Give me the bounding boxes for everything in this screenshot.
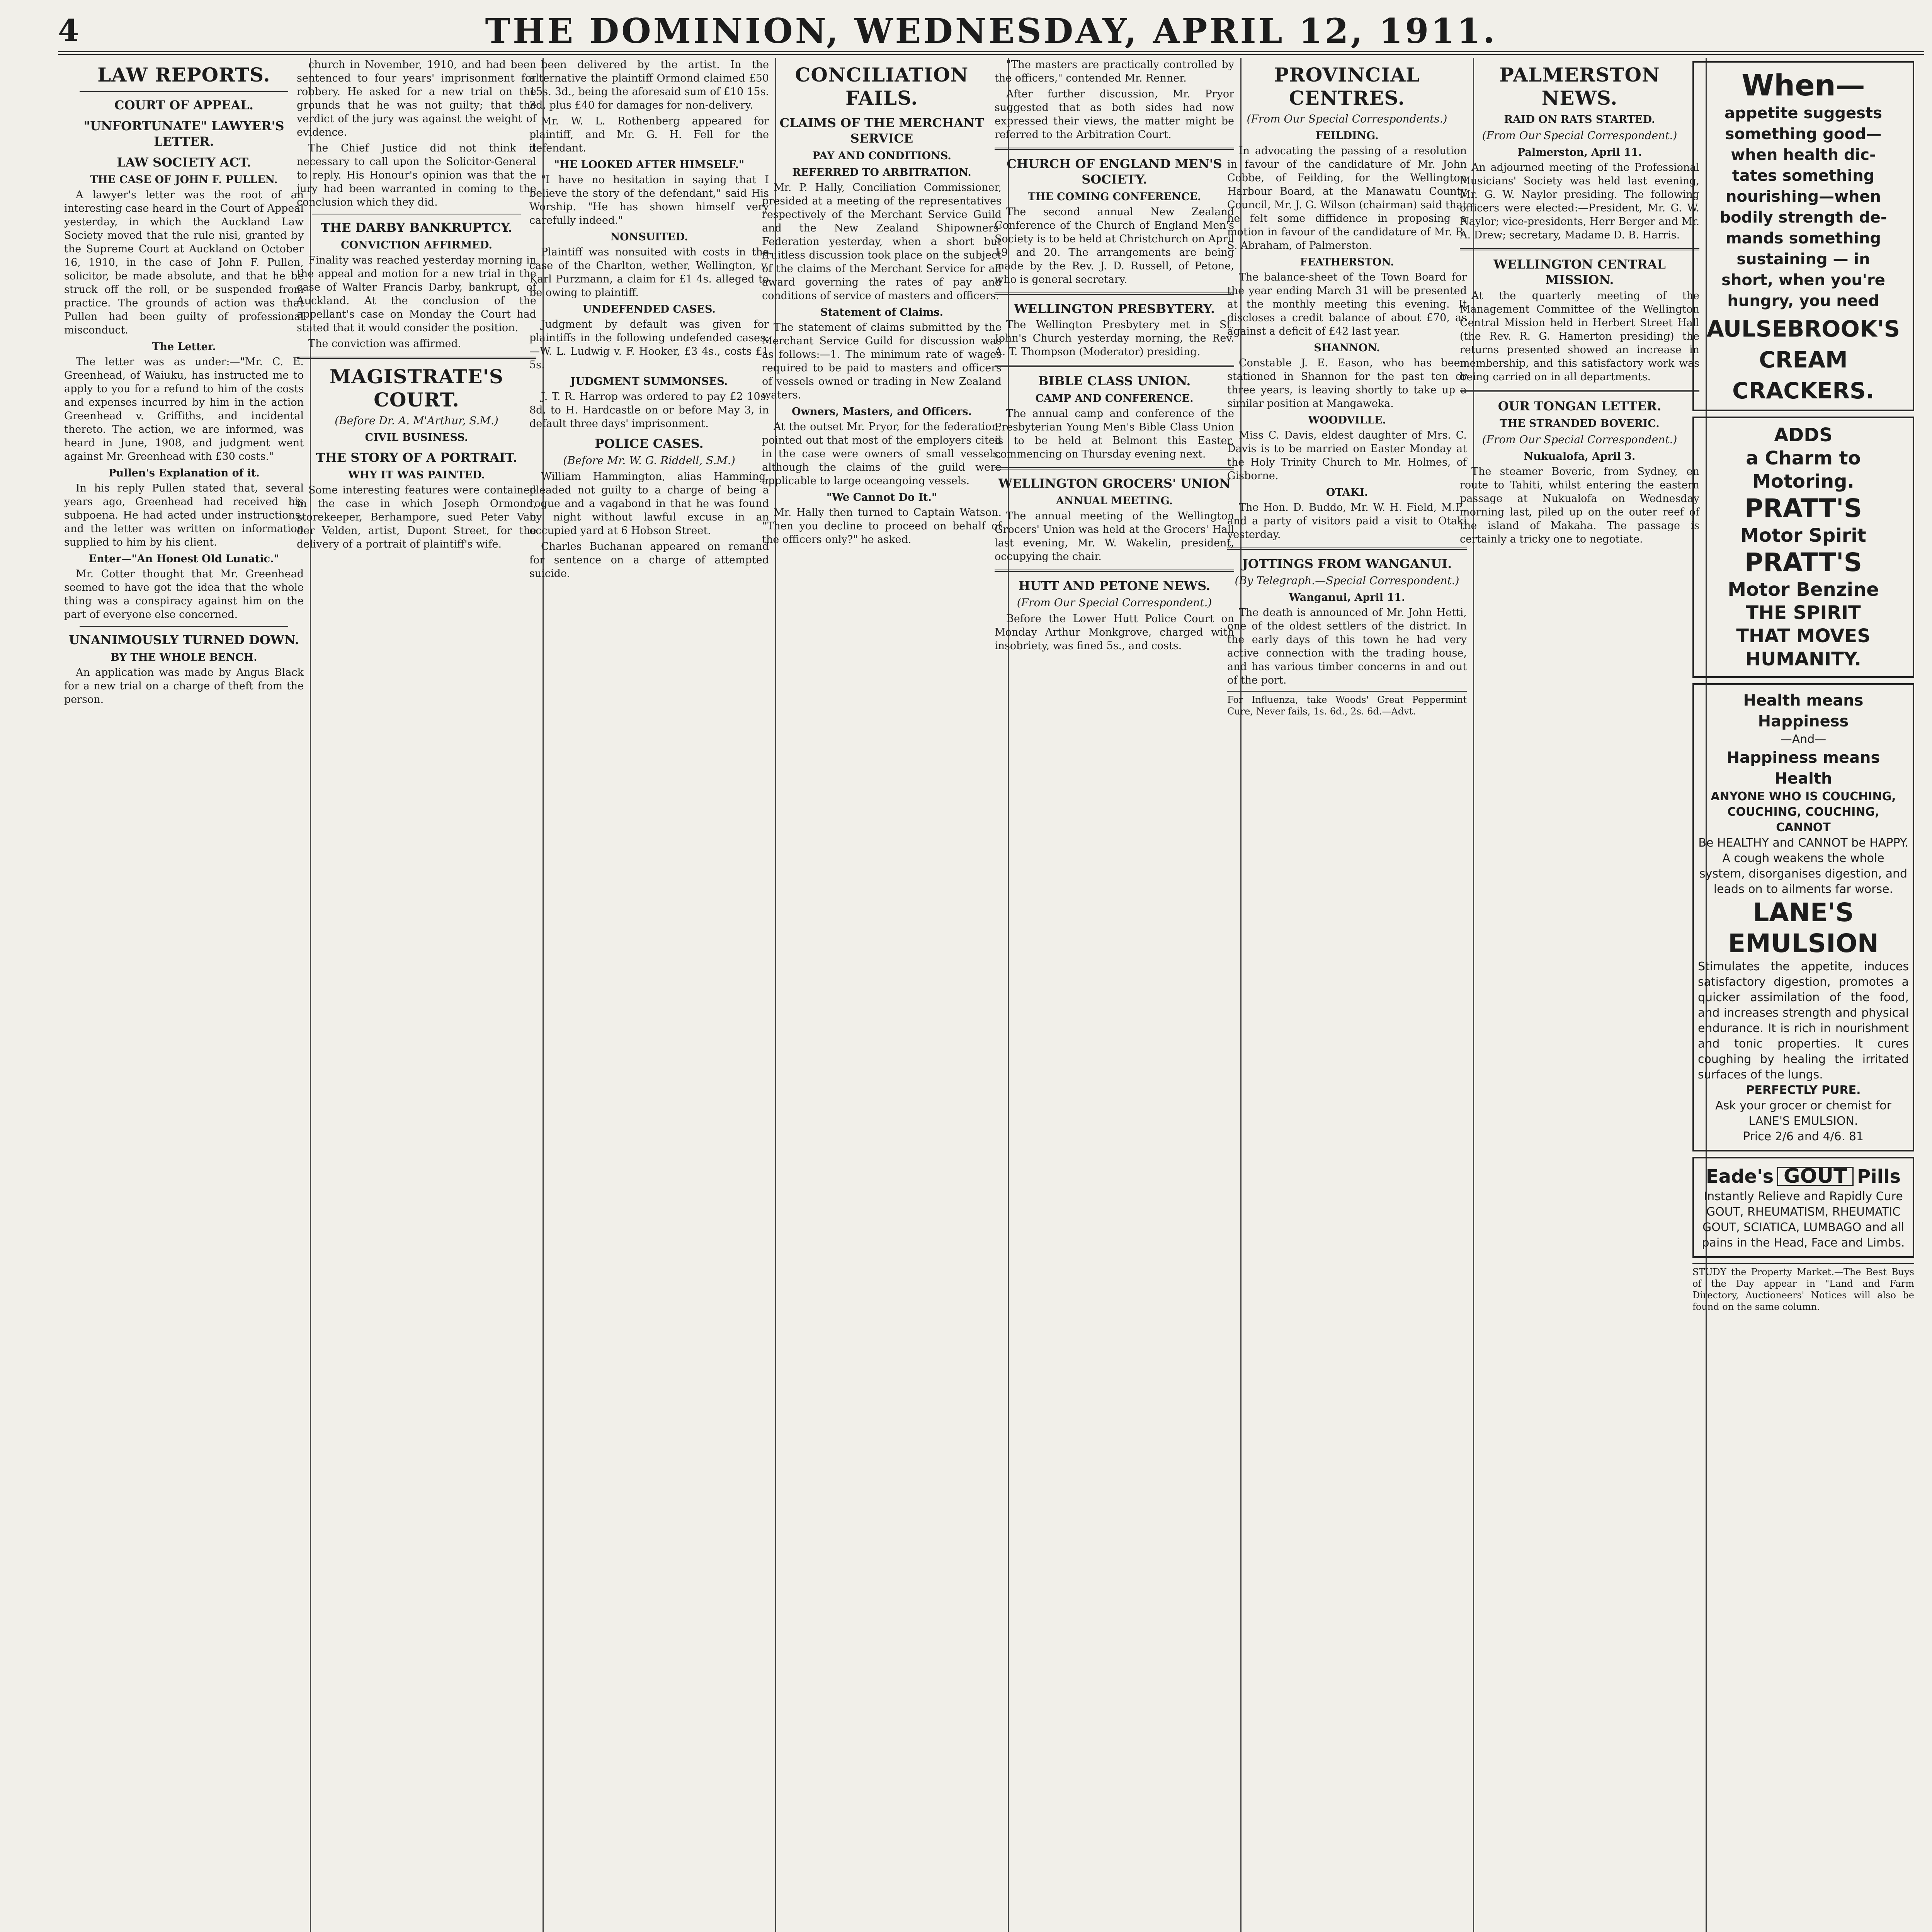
woodville-heading: WOODVILLE. (1308, 414, 1386, 426)
peppermint-cure-ad: For Influenza, take Woods' Great Peppermint Cure, Never fails, 1s. 6d., 2s. 6d.—Advt. (1227, 691, 1467, 717)
article-paragraph: An application was made by Angus Black for a new trial on a charge of theft from the person. (64, 667, 304, 706)
ad-brand: LANE'S (1753, 898, 1854, 927)
ad-line: ADDS (1774, 424, 1833, 446)
article-paragraph: An adjourned meeting of the Professional Musicians' Society was held last evening, Mr. G. W. Naylor presiding. The following officers were elected:—President, Mr. G. W. Naylor; vice-presidents, Herr Berger and Mr. A. Drew; secretary, Madame D. B. Harris. (1460, 162, 1699, 241)
ad-brand: Pills (1857, 1166, 1901, 1187)
camp-conference-heading: CAMP AND CONFERENCE. (1035, 393, 1194, 405)
judgment-summonses-heading: JUDGMENT SUMMONSES. (570, 376, 728, 388)
pay-conditions-heading: PAY AND CONDITIONS. (812, 150, 951, 162)
looked-after-himself-heading: "HE LOOKED AFTER HIMSELF." (554, 159, 745, 171)
featherston-heading: FEATHERSTON. (1300, 256, 1394, 268)
article-paragraph: At the outset Mr. Pryor, for the federation, pointed out that most of the employers cited in the case were owners of small vessels, although the claims of the guild were applicable to large oceangoing vessels. (762, 421, 1002, 487)
column-3 (523, 58, 776, 1932)
pullens-explanation-subheading: Pullen's Explanation of it. (108, 467, 260, 479)
pratts-motor-spirit-ad (1692, 417, 1914, 678)
feilding-heading: FEILDING. (1315, 130, 1379, 142)
lanes-emulsion-ad (1692, 683, 1914, 1151)
divider (995, 148, 1234, 150)
divider (1227, 548, 1467, 550)
article-paragraph: The death is announced of Mr. John Hetti, one of the oldest settlers of the district. In the early days of this town he had very active connection with the trading house, and has various timber concerns in and out of the port. (1227, 607, 1467, 686)
ad-line: THAT MOVES (1736, 625, 1871, 647)
column-2 (291, 58, 544, 1932)
ad-brand: GOUT (1777, 1167, 1854, 1186)
presbytery-heading: WELLINGTON PRESBYTERY. (1014, 301, 1215, 316)
police-cases-heading: POLICE CASES. (595, 436, 704, 451)
conviction-affirmed-heading: CONVICTION AFFIRMED. (341, 239, 492, 251)
correspondents-credit: (From Our Special Correspondents.) (1247, 112, 1447, 125)
article-paragraph: Mr. Hally then turned to Captain Watson. "Then you decline to proceed on behalf of the officers only?" he asked. (762, 507, 1002, 546)
the-letter-subheading: The Letter. (152, 341, 216, 353)
civil-business-heading: CIVIL BUSINESS. (365, 432, 468, 444)
raid-on-rats-heading: RAID ON RATS STARTED. (1504, 114, 1655, 126)
divider (80, 626, 288, 627)
divider (995, 467, 1234, 469)
correspondent-credit: (From Our Special Correspondent.) (1482, 433, 1677, 446)
otaki-heading: OTAKI. (1326, 486, 1368, 498)
merchant-service-heading: CLAIMS OF THE MERCHANT SERVICE (779, 116, 984, 146)
article-paragraph: been delivered by the artist. In the alternative the plaintiff Ormond claimed £50 15s. 3d., being the aforesaid sum of £10 15s. 3d. plus £40 for damages for non-delivery. (529, 59, 769, 111)
property-market-notice: STUDY the Property Market.—The Best Buys of the Day appear in "Land and Farm Directory, Auctioneers' Notices will also be found on the same column. (1692, 1263, 1914, 1313)
ad-line: Health means Happiness (1743, 692, 1864, 730)
article-paragraph: Constable J. E. Eason, who has been stationed in Shannon for the past ten or three years, is leaving shortly to take up a similar position at Mangaweka. (1227, 357, 1467, 410)
shannon-heading: SHANNON. (1314, 342, 1380, 354)
article-paragraph: Some interesting features were contained in the case in which Joseph Ormond, storekeeper, Berhampore, sued Peter Van der Velden, artist, Dupont Street, for the delivery of a portrait of plaintiff's wife. (297, 484, 536, 550)
ad-body: Instantly Relieve and Rapidly Cure GOUT, RHEUMATISM, RHEUMATIC GOUT, SCIATICA, LUMBAGO and all pains in the Head, Face and Limbs. (1702, 1190, 1905, 1250)
ad-line: Motor Benzine (1728, 579, 1879, 600)
article-paragraph: "I have no hesitation in saying that I believe the story of the defendant," said His Worship. "He has shown himself very carefully indeed." (529, 174, 769, 226)
ad-line: Ask your grocer or chemist for LANE'S EMULSION. (1715, 1099, 1891, 1128)
column-1 (58, 58, 311, 1932)
ad-line: nourishing—when (1725, 188, 1881, 206)
article-paragraph: Before the Lower Hutt Police Court on Monday Arthur Monkgrove, charged with insobriety, was fined 5s., and costs. (995, 613, 1234, 652)
ad-line: Happiness means Health (1726, 749, 1880, 787)
article-paragraph: The annual meeting of the Wellington Grocers' Union was held at the Grocers' Hall last evening, Mr. W. Wakelin, president, occupying the chair. (995, 510, 1234, 563)
article-paragraph: At the quarterly meeting of the Management Committee of the Wellington Central Mission held in Herbert Street Hall (the Rev. R. G. Hamerton presiding) the returns presented showed an increase in membership, and this satisfactory work was being carried on in all departments. (1460, 290, 1699, 383)
article-paragraph: William Hammington, alias Hamming, pleaded not guilty to a charge of being a rogue and a vagabond in that he was found by night without lawful excuse in an occupied yard at 6 Hobson Street. (529, 471, 769, 537)
article-paragraph: The second annual New Zealand Conference of the Church of England Men's Society is to be held at Christchurch on April 19 and 20. The arrangements are being made by the Rev. J. D. Russell, of Petone, who is general secretary. (995, 206, 1234, 286)
ad-brand: EMULSION (1728, 929, 1879, 958)
ad-line: —And— (1780, 733, 1827, 746)
page-number: 4 (58, 13, 79, 48)
article-paragraph: Mr. Cotter thought that Mr. Greenhead seemed to have got the idea that the whole thing was a conspiracy against him on the part of everyone else concerned. (64, 568, 304, 621)
court-of-appeal-heading: COURT OF APPEAL. (114, 98, 253, 112)
ad-line: HUMANITY. (1745, 648, 1861, 670)
before-magistrate-heading: (Before Dr. A. M'Arthur, S.M.) (335, 414, 498, 427)
law-reports-heading: LAW REPORTS. (97, 63, 270, 86)
ad-line: when health dic- (1731, 146, 1876, 164)
ad-line: bodily strength de- (1719, 209, 1887, 226)
ad-line: something good— (1725, 125, 1882, 143)
church-society-heading: CHURCH OF ENGLAND MEN'S SOCIETY. (1007, 156, 1222, 187)
article-paragraph: "The masters are practically controlled by the officers," contended Mr. Renner. (995, 59, 1234, 84)
article-paragraph: The balance-sheet of the Town Board for the year ending March 31 will be presented at the monthly meeting this evening. It discloses a credit balance of about £70, as against a deficit of £42 last year. (1227, 271, 1467, 337)
pullen-case-heading: THE CASE OF JOHN F. PULLEN. (90, 174, 278, 186)
column-8-ads (1686, 58, 1920, 1932)
coming-conference-heading: THE COMING CONFERENCE. (1027, 191, 1201, 203)
ad-brand: Eade's (1706, 1166, 1774, 1187)
palmerston-news-heading: PALMERSTON NEWS. (1499, 63, 1660, 109)
palmerston-dateline: Palmerston, April 11. (1517, 146, 1642, 158)
article-paragraph: The letter was as under:—"Mr. C. E. Greenhead, of Waiuku, has instructed me to apply to you for a refund to him of the costs and expenses incurred by him in the action Greenhead v. Griffiths, and incidental thereto. The action, we are informed, was heard in June, 1908, and judgment went against Mr. Greenhead with £30 costs." (64, 356, 304, 463)
divider (995, 570, 1234, 572)
ad-price-text: Price 2/6 and 4/6. (1743, 1130, 1845, 1143)
grocers-union-heading: WELLINGTON GROCERS' UNION (998, 476, 1231, 491)
column-7 (1454, 58, 1707, 1932)
ad-body: Be HEALTHY and CANNOT be HAPPY. A cough weakens the whole system, disorganises digestion, and leads on to ailments far worse. (1698, 836, 1908, 896)
article-paragraph: Miss C. Davis, eldest daughter of Mrs. C. Davis is to be married on Easter Monday at the Holy Trinity Church to Mr. Holmes, of Gisborne. (1227, 429, 1467, 482)
ad-line: PERFECTLY PURE. (1746, 1083, 1861, 1097)
article-paragraph: Plaintiff was nonsuited with costs in the case of the Charlton, wether, Wellington, v. Karl Purzmann, a claim for £1 4s. alleged to be owing to plaintiff. (529, 246, 769, 299)
ad-line: Motor Spirit (1740, 525, 1866, 546)
eades-gout-pills-ad (1692, 1157, 1914, 1258)
article-paragraph: In advocating the passing of a resolution in favour of the candidature of Mr. John Cobbe, of Feilding, for the Wellington Harbour Board, at the Manawatu County Council, Mr. J. G. Wilson (chairman) said that he felt some diffidence in proposing a motion in favour of the candidature of Mr. R. S. Abraham, of Palmerston. (1227, 145, 1467, 252)
undefended-cases-heading: UNDEFENDED CASES. (583, 303, 716, 315)
article-paragraph: Mr. P. Hally, Conciliation Commissioner, presided at a meeting of the representatives respectively of the Merchant Service Guild and the New Zealand Shipowners' Federation yesterday, when a short but fruitless discussion took place on the subject of the claims of the Merchant Service for an award governing the rates of pay and conditions of service of masters and officers. (762, 182, 1002, 302)
ad-brand: PRATT'S (1744, 493, 1862, 523)
divider (995, 293, 1234, 295)
bible-class-heading: BIBLE CLASS UNION. (1038, 374, 1191, 388)
arbitration-heading: REFERRED TO ARBITRATION. (792, 167, 971, 179)
turned-down-heading: UNANIMOUSLY TURNED DOWN. (69, 633, 299, 647)
article-paragraph: Mr. W. L. Rothenberg appeared for plaintiff, and Mr. G. H. Fell for the defendant. (529, 115, 769, 154)
article-paragraph: J. T. R. Harrop was ordered to pay £2 10s. 8d. to H. Hardcastle on or before May 3, in default three days' imprisonment. (529, 391, 769, 430)
provincial-centres-heading: PROVINCIAL CENTRES. (1274, 63, 1420, 109)
article-paragraph: After further discussion, Mr. Pryor suggested that as both sides had now expressed their views, the matter might be referred to the Arbitration Court. (995, 88, 1234, 141)
ad-brand: CREAM (1759, 347, 1848, 373)
wanganui-jottings-heading: JOTTINGS FROM WANGANUI. (1242, 556, 1452, 571)
article-paragraph: The Wellington Presbytery met in St. John's Church yesterday morning, the Rev. A. T. Thompson (Moderator) presiding. (995, 319, 1234, 358)
wanganui-dateline: Wanganui, April 11. (1289, 592, 1405, 604)
article-paragraph: The steamer Boveric, from Sydney, en route to Tahiti, whilst entering the eastern passage at Nukualofa on Wednesday morning last, piled up on the outer reef of the island of Makaha. The passage is certainly a tricky one to negotiate. (1460, 466, 1699, 545)
stranded-boveric-heading: THE STRANDED BOVERIC. (1500, 418, 1660, 430)
ad-line: Motoring. (1752, 471, 1854, 492)
article-paragraph: In his reply Pullen stated that, several years ago, Greenhead had received his subpoena. He had acted under instructions, and the letter was written on information supplied to him by his client. (64, 482, 304, 548)
we-cannot-heading: "We Cannot Do It." (826, 492, 937, 503)
correspondent-credit: (From Our Special Correspondent.) (1482, 129, 1677, 142)
divider (297, 357, 536, 359)
hutt-petone-heading: HUTT AND PETONE NEWS. (1018, 578, 1211, 593)
tongan-letter-heading: OUR TONGAN LETTER. (1498, 399, 1662, 413)
article-paragraph: The statement of claims submitted by the Merchant Service Guild for discussion was as follows:—1. The minimum rate of wages required to be paid to masters and officers of vessels owned or trading in New Zealand waters. (762, 321, 1002, 401)
ad-headline: When— (1742, 68, 1865, 102)
portrait-story-heading: THE STORY OF A PORTRAIT. (316, 450, 517, 465)
article-paragraph: The annual camp and conference of the Presbyterian Young Men's Bible Class Union is to be held at Belmont this Easter, commencing on Thursday evening next. (995, 408, 1234, 460)
darby-bankruptcy-heading: THE DARBY BANKRUPTCY. (321, 220, 512, 235)
article-paragraph: A lawyer's letter was the root of an interesting case heard in the Court of Appeal yesterday, in which the Auckland Law Society moved that the rule nisi, granted by the Supreme Court at Auckland on October 16, 1910, in the case of John F. Pullen, solicitor, be made absolute, and that he be struck off the roll, or be suspended from practice. The grounds of action was that Pullen had been guilty of professional misconduct. (64, 189, 304, 336)
central-mission-heading: WELLINGTON CENTRAL MISSION. (1493, 257, 1666, 287)
statement-of-claims-heading: Statement of Claims. (820, 306, 944, 318)
ad-line: short, when you're (1721, 271, 1885, 289)
conciliation-fails-heading: CONCILIATION FAILS. (795, 63, 969, 109)
ad-line: CANNOT (1776, 821, 1831, 834)
annual-meeting-heading: ANNUAL MEETING. (1056, 495, 1173, 507)
ad-price (1698, 1129, 1909, 1145)
article-paragraph: church in November, 1910, and had been sentenced to four years' imprisonment for robbery. He asked for a new trial on the grounds that he was not guilty; that the verdict of the jury was against the weight of evidence. (297, 59, 536, 138)
column-4 (756, 58, 1009, 1932)
newspaper-title: THE DOMINION, WEDNESDAY, APRIL 12, 1911. (485, 11, 1497, 51)
article-paragraph: The conviction was affirmed. (308, 338, 461, 350)
owners-masters-heading: Owners, Masters, and Officers. (791, 406, 972, 418)
divider (1460, 248, 1699, 250)
aulsebrook-crackers-ad (1692, 61, 1914, 411)
article-paragraph: The Chief Justice did not think it necessary to call upon the Solicitor-General to reply. His Honour's opinion was that the jury had been warranted in coming to the conclusion which they did. (297, 142, 536, 208)
ad-line: ANYONE WHO IS COUCHING, (1711, 790, 1896, 803)
magistrates-court-heading: MAGISTRATE'S COURT. (330, 365, 503, 411)
divider (995, 365, 1234, 367)
nonsuited-heading: NONSUITED. (610, 231, 688, 243)
before-riddell-heading: (Before Mr. W. G. Riddell, S.M.) (563, 454, 735, 467)
column-5 (988, 58, 1242, 1932)
ad-brand: AULSEBROOK'S (1706, 316, 1900, 342)
lawyers-letter-heading: "UNFORTUNATE" LAWYER'S LETTER. (83, 119, 284, 149)
nukualofa-dateline: Nukualofa, April 3. (1524, 451, 1636, 463)
honest-lunatic-subheading: Enter—"An Honest Old Lunatic." (88, 553, 279, 565)
telegraph-credit: (By Telegraph.—Special Correspondent.) (1235, 574, 1459, 587)
ad-line: tates something (1732, 167, 1875, 185)
ad-line: sustaining — in (1736, 250, 1870, 268)
ad-line: hungry, you need (1727, 292, 1879, 310)
article-paragraph: The Hon. D. Buddo, Mr. W. H. Field, M.P., and a party of visitors paid a visit to Otaki yesterday. (1227, 502, 1467, 541)
ad-line: appetite suggests (1725, 104, 1882, 122)
masthead (58, 9, 1924, 55)
whole-bench-heading: BY THE WHOLE BENCH. (111, 651, 257, 663)
correspondent-credit: (From Our Special Correspondent.) (1017, 596, 1212, 609)
columns (58, 58, 1920, 1932)
column-6 (1221, 58, 1474, 1932)
ad-brand: CRACKERS. (1732, 378, 1874, 404)
divider (80, 91, 288, 92)
ad-body: Stimulates the appetite, induces satisfactory digestion, promotes a quicker assimilation of the food, and increases strength and physical endurance. It is rich in nourishment and tonic properties. It cures coughing by healing the irritated surfaces of the lungs. (1698, 960, 1909, 1082)
article-paragraph: Finality was reached yesterday morning in the appeal and motion for a new trial in the case of Walter Francis Darby, bankrupt, of Auckland. At the conclusion of the appellant's case on Monday the Court had stated that it would consider the position. (297, 254, 536, 334)
ad-line: THE SPIRIT (1746, 602, 1861, 624)
ad-line: a Charm to (1746, 447, 1861, 469)
divider (1460, 390, 1699, 392)
ad-brand: PRATT'S (1744, 548, 1862, 577)
law-society-heading: LAW SOCIETY ACT. (117, 155, 251, 170)
article-paragraph: Judgment by default was given for plaintiffs in the following undefended cases:—W. L. Ludwig v. F. Hooker, £3 4s., costs £1 5s. (529, 318, 769, 371)
article-paragraph: Charles Buchanan appeared on remand for sentence on a charge of attempted suicide. (529, 541, 769, 580)
ad-number: 81 (1849, 1130, 1864, 1143)
ad-line: COUCHING, COUCHING, (1727, 805, 1879, 819)
ad-line: mands something (1725, 230, 1881, 247)
why-painted-heading: WHY IT WAS PAINTED. (348, 469, 485, 481)
